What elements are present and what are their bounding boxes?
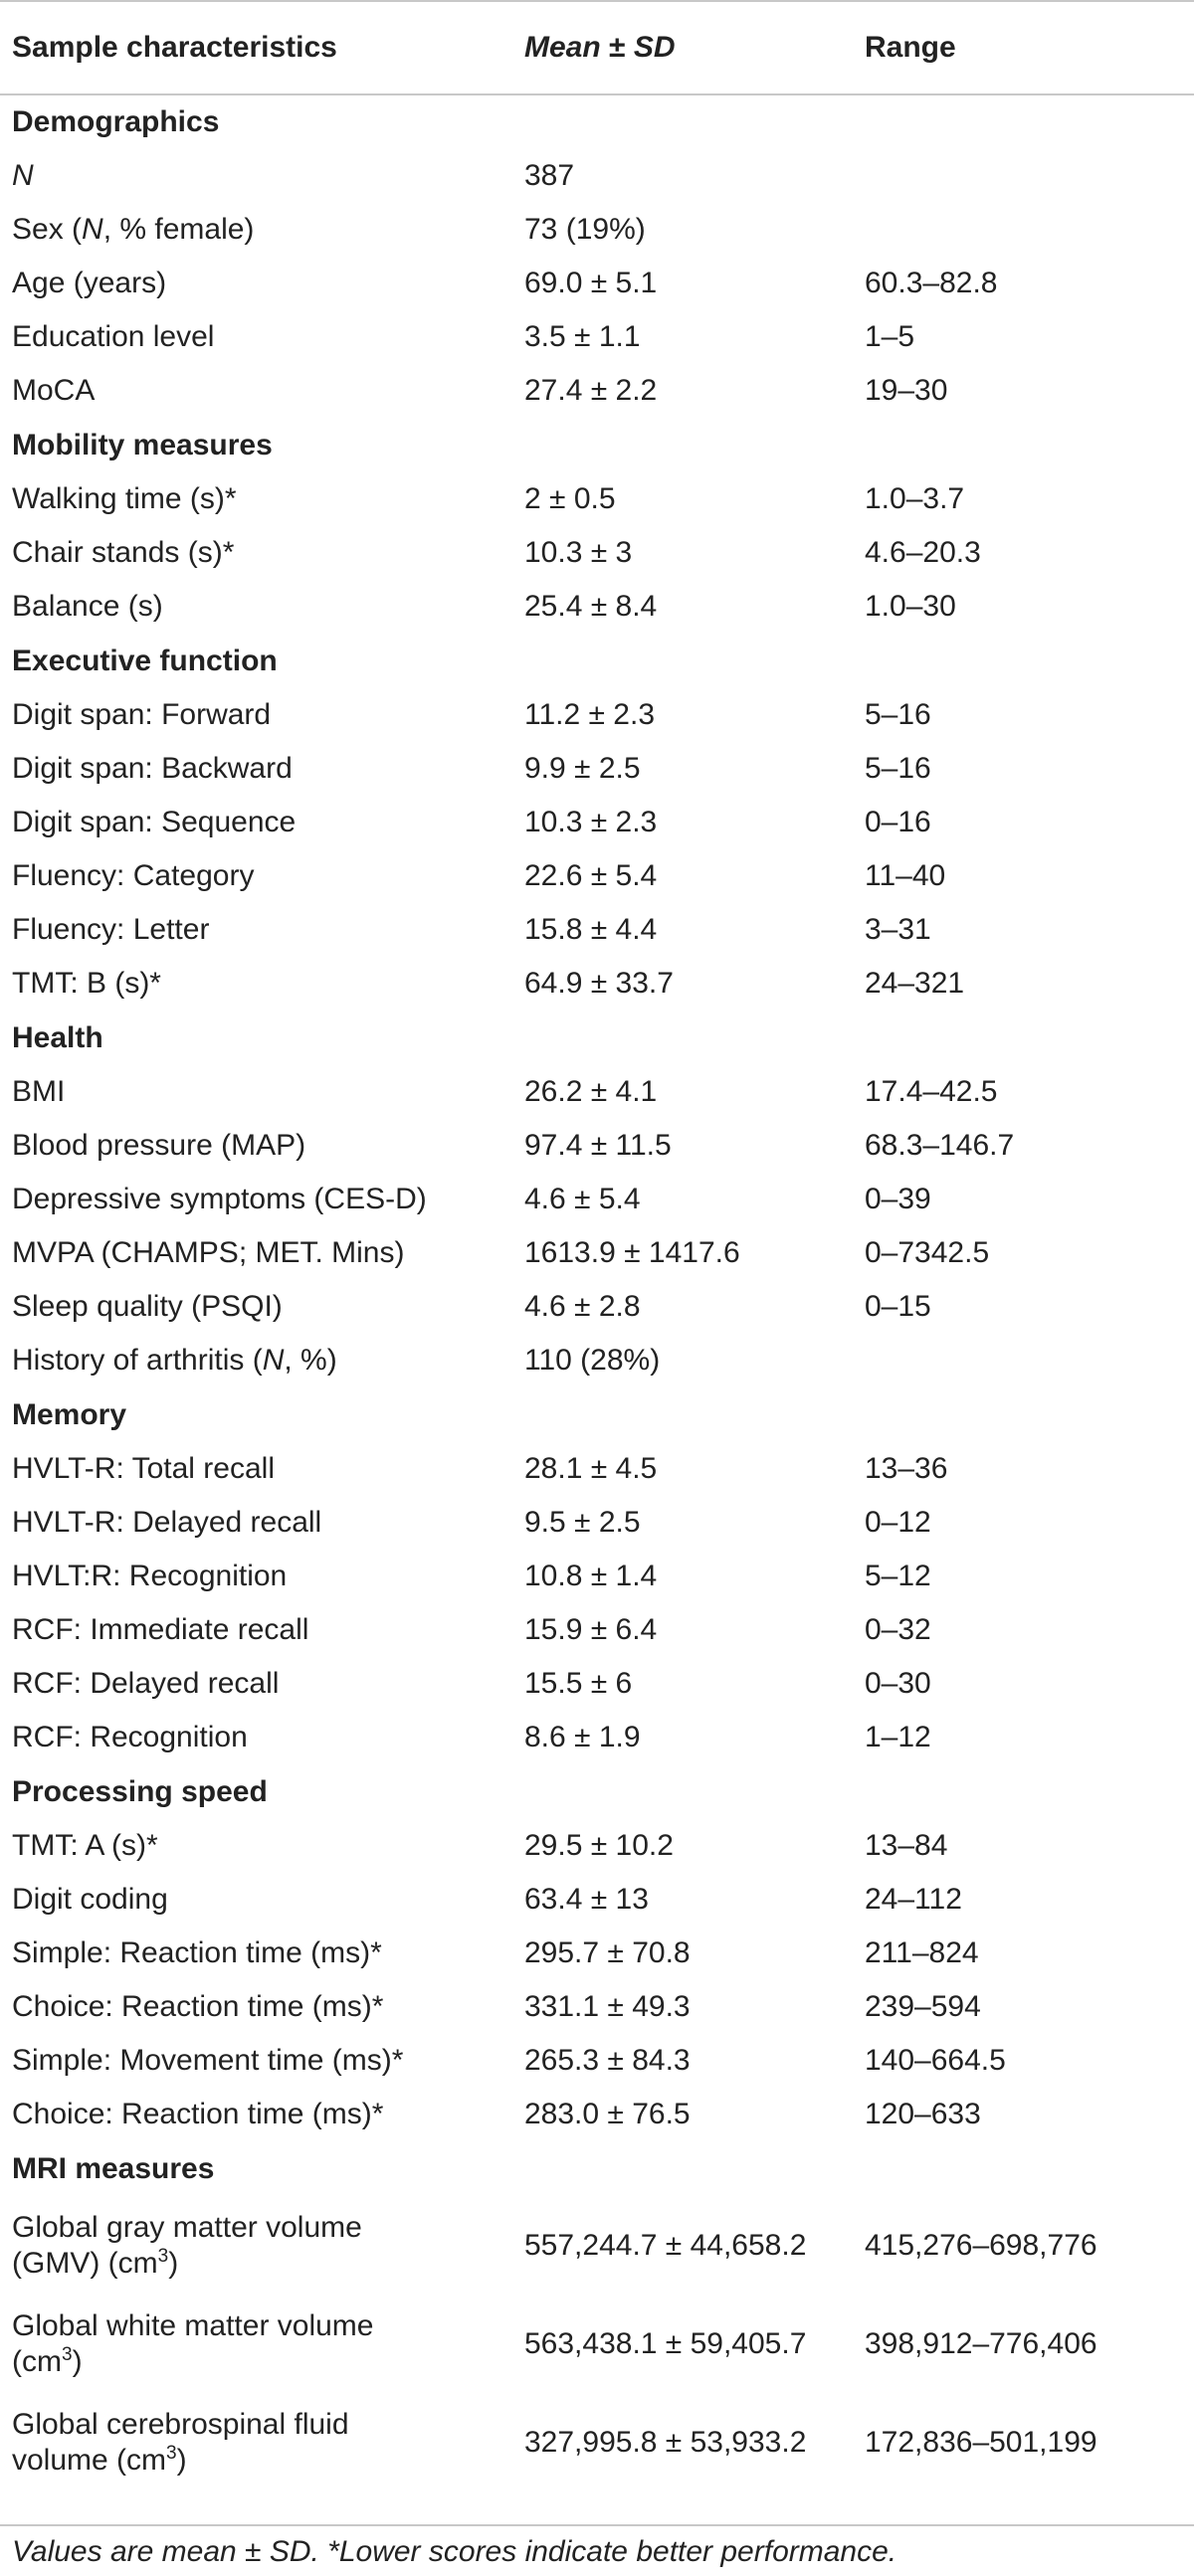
table-row [0, 149, 1194, 203]
section-title: Demographics [12, 105, 220, 138]
row-mean-sd: 4.6 ± 2.8 [524, 1290, 641, 1323]
table-header-row [0, 1, 1194, 94]
table-row [0, 2393, 1194, 2491]
row-range: 0–32 [865, 1613, 931, 1646]
row-range: 0–15 [865, 1290, 931, 1323]
table-row [0, 1819, 1194, 1873]
row-mean-sd: 295.7 ± 70.8 [524, 1936, 691, 1969]
row-label-line1: Global gray matter volume [12, 2210, 362, 2244]
row-label-line2: volume (cm [12, 2443, 167, 2477]
row-label [0, 203, 512, 257]
section-title: Executive function [12, 644, 278, 677]
row-label: Education level [12, 320, 215, 353]
table-row [0, 1980, 1194, 2034]
table-row [0, 1873, 1194, 1927]
row-range: 172,836–501,199 [865, 2425, 1097, 2459]
row-range: 24–321 [865, 967, 965, 1000]
row-mean-sd: 28.1 ± 4.5 [524, 1452, 658, 1485]
row-range: 1.0–30 [865, 590, 956, 623]
row-range: 5–16 [865, 698, 931, 731]
row-mean-sd: 10.8 ± 1.4 [524, 1560, 658, 1592]
row-label-line2: (cm [12, 2344, 62, 2378]
table-footnote: Values are mean ± SD. *Lower scores indicate better performance. [12, 2535, 897, 2568]
row-label: Simple: Movement time (ms)* [12, 2044, 404, 2077]
table-row [0, 1280, 1194, 1334]
row-range: 17.4–42.5 [865, 1075, 998, 1108]
row-range: 120–633 [865, 2098, 981, 2130]
row-label: Fluency: Letter [12, 913, 210, 946]
table-row [0, 1496, 1194, 1550]
row-range: 13–84 [865, 1829, 948, 1862]
row-label: Simple: Reaction time (ms)* [12, 1936, 382, 1969]
table-row [0, 1065, 1194, 1119]
table-row [0, 2088, 1194, 2141]
table-row [0, 688, 1194, 742]
row-mean-sd: 2 ± 0.5 [524, 482, 616, 515]
row-mean-sd: 8.6 ± 1.9 [524, 1721, 641, 1753]
row-mean-sd: 69.0 ± 5.1 [524, 267, 658, 299]
row-label: Depressive symptoms (CES-D) [12, 1183, 427, 1215]
section-title: MRI measures [12, 2151, 215, 2185]
row-label: MoCA [12, 374, 96, 407]
row-label-superscript: 3 [166, 2442, 177, 2464]
row-label: RCF: Delayed recall [12, 1667, 280, 1700]
row-label: Digit span: Sequence [12, 806, 297, 838]
row-label-superscript: 3 [61, 2343, 73, 2365]
table-row [0, 203, 1194, 257]
table-row [0, 742, 1194, 796]
table-row [0, 1711, 1194, 1764]
row-mean-sd: 557,244.7 ± 44,658.2 [524, 2228, 807, 2262]
row-label [0, 2295, 512, 2393]
row-range: 19–30 [865, 374, 948, 407]
footnote-divider [0, 2524, 1194, 2526]
row-label-line1: Global cerebrospinal fluid [12, 2407, 349, 2441]
table-row [0, 1226, 1194, 1280]
row-mean-sd: 9.5 ± 2.5 [524, 1506, 641, 1539]
table-body [0, 94, 1194, 2491]
row-range [853, 149, 1194, 203]
row-range: 211–824 [865, 1936, 979, 1969]
row-label: Sleep quality (PSQI) [12, 1290, 283, 1323]
row-mean-sd: 15.9 ± 6.4 [524, 1613, 658, 1646]
row-range: 0–16 [865, 806, 931, 838]
table-row [0, 364, 1194, 418]
row-label: Balance (s) [12, 590, 163, 623]
row-mean-sd: 10.3 ± 2.3 [524, 806, 658, 838]
header-range: Range [853, 1, 1194, 94]
row-mean-sd: 9.9 ± 2.5 [524, 752, 641, 785]
row-label: Digit coding [12, 1883, 168, 1916]
row-label-italic: N [12, 159, 34, 192]
row-mean-sd: 1613.9 ± 1417.6 [524, 1236, 740, 1269]
row-mean-sd: 331.1 ± 49.3 [524, 1990, 691, 2023]
row-label: Digit span: Backward [12, 752, 293, 785]
row-label: Chair stands (s)* [12, 536, 235, 569]
section-header-row [0, 1387, 1194, 1442]
row-label [0, 2196, 512, 2295]
table-row [0, 526, 1194, 580]
table-row [0, 1173, 1194, 1226]
table-row [0, 2196, 1194, 2295]
row-label: MVPA (CHAMPS; MET. Mins) [12, 1236, 405, 1269]
row-label: Age (years) [12, 267, 167, 299]
row-label-prefix: Sex ( [12, 213, 83, 246]
row-label: RCF: Immediate recall [12, 1613, 309, 1646]
row-label: Choice: Reaction time (ms)* [12, 2098, 384, 2130]
row-label: TMT: A (s)* [12, 1829, 158, 1862]
row-label-close: ) [72, 2344, 83, 2378]
section-title: Processing speed [12, 1774, 268, 1808]
section-title: Health [12, 1020, 103, 1054]
table-row [0, 1550, 1194, 1603]
table-row [0, 1334, 1194, 1387]
header-sd-label: SD [633, 31, 676, 64]
row-mean-sd: 27.4 ± 2.2 [524, 374, 658, 407]
table-row [0, 1927, 1194, 1980]
row-range: 68.3–146.7 [865, 1129, 1015, 1162]
row-mean-sd: 283.0 ± 76.5 [524, 2098, 691, 2130]
table-row [0, 849, 1194, 903]
row-range: 1–12 [865, 1721, 931, 1753]
table-row [0, 796, 1194, 849]
table-row [0, 1442, 1194, 1496]
section-header-row [0, 1011, 1194, 1065]
row-range: 11–40 [865, 859, 946, 892]
row-label-line1: Global white matter volume [12, 2308, 374, 2342]
row-range: 24–112 [865, 1883, 962, 1916]
row-label: HVLT-R: Delayed recall [12, 1506, 322, 1539]
row-range: 398,912–776,406 [865, 2326, 1097, 2360]
row-range: 415,276–698,776 [865, 2228, 1097, 2262]
header-sample-characteristics: Sample characteristics [0, 1, 512, 94]
row-label-prefix: History of arthritis ( [12, 1344, 263, 1377]
row-range [853, 203, 1194, 257]
row-range: 13–36 [865, 1452, 948, 1485]
row-range: 1.0–3.7 [865, 482, 965, 515]
row-mean-sd: 327,995.8 ± 53,933.2 [524, 2425, 807, 2459]
row-label: HVLT:R: Recognition [12, 1560, 288, 1592]
row-mean-sd: 10.3 ± 3 [524, 536, 633, 569]
row-range: 0–39 [865, 1183, 931, 1215]
row-mean-sd: 11.2 ± 2.3 [524, 698, 656, 731]
header-mean-label: Mean [524, 31, 601, 64]
row-range: 5–12 [865, 1560, 931, 1592]
row-label-italic: N [82, 213, 103, 246]
row-range: 0–12 [865, 1506, 931, 1539]
row-range: 140–664.5 [865, 2044, 1006, 2077]
row-label-suffix: , %) [284, 1344, 337, 1377]
row-label: HVLT-R: Total recall [12, 1452, 275, 1485]
row-label: Fluency: Category [12, 859, 255, 892]
row-label-suffix: , % female) [102, 213, 255, 246]
row-range [853, 1334, 1194, 1387]
section-title: Mobility measures [12, 428, 273, 461]
section-title: Memory [12, 1397, 127, 1431]
table-row [0, 1657, 1194, 1711]
row-label: Walking time (s)* [12, 482, 237, 515]
row-mean-sd: 25.4 ± 8.4 [524, 590, 658, 623]
row-label-superscript: 3 [157, 2245, 169, 2267]
table-row [0, 2034, 1194, 2088]
table-row [0, 580, 1194, 634]
row-mean-sd: 110 (28%) [524, 1344, 661, 1377]
row-mean-sd: 64.9 ± 33.7 [524, 967, 674, 1000]
row-mean-sd: 29.5 ± 10.2 [524, 1829, 674, 1862]
row-mean-sd: 63.4 ± 13 [524, 1883, 649, 1916]
row-mean-sd: 97.4 ± 11.5 [524, 1129, 672, 1162]
row-mean-sd: 22.6 ± 5.4 [524, 859, 658, 892]
row-label-close: ) [168, 2246, 179, 2280]
header-mean-sd [512, 1, 853, 94]
row-label-close: ) [176, 2443, 187, 2477]
row-label [0, 1334, 512, 1387]
table-row [0, 903, 1194, 957]
row-range: 0–7342.5 [865, 1236, 990, 1269]
row-mean-sd: 15.5 ± 6 [524, 1667, 633, 1700]
row-label-line2: (GMV) (cm [12, 2246, 158, 2280]
row-range: 5–16 [865, 752, 931, 785]
row-label [0, 149, 512, 203]
table-row [0, 957, 1194, 1011]
row-label: BMI [12, 1075, 66, 1108]
row-label: RCF: Recognition [12, 1721, 248, 1753]
table-row [0, 2295, 1194, 2393]
row-mean-sd: 26.2 ± 4.1 [524, 1075, 658, 1108]
row-range: 4.6–20.3 [865, 536, 981, 569]
row-mean-sd: 3.5 ± 1.1 [524, 320, 641, 353]
row-label: Digit span: Forward [12, 698, 272, 731]
section-header-row [0, 1764, 1194, 1819]
row-label [0, 2393, 512, 2491]
row-label: Choice: Reaction time (ms)* [12, 1990, 384, 2023]
row-range: 239–594 [865, 1990, 981, 2023]
table-row [0, 1603, 1194, 1657]
row-mean-sd: 4.6 ± 5.4 [524, 1183, 641, 1215]
row-mean-sd: 563,438.1 ± 59,405.7 [524, 2326, 807, 2360]
table-row [0, 310, 1194, 364]
table-row [0, 472, 1194, 526]
table-row [0, 1119, 1194, 1173]
row-label: Blood pressure (MAP) [12, 1129, 306, 1162]
section-header-row [0, 2141, 1194, 2196]
row-mean-sd: 387 [524, 159, 575, 192]
row-range: 3–31 [865, 913, 931, 946]
row-range: 60.3–82.8 [865, 267, 998, 299]
section-header-row [0, 418, 1194, 472]
table-row [0, 257, 1194, 310]
section-header-row [0, 634, 1194, 688]
row-mean-sd: 15.8 ± 4.4 [524, 913, 658, 946]
row-mean-sd: 73 (19%) [524, 213, 646, 246]
header-plusminus: ± [600, 31, 634, 64]
row-range: 0–30 [865, 1667, 931, 1700]
row-range: 1–5 [865, 320, 915, 353]
section-header-row [0, 94, 1194, 149]
row-mean-sd: 265.3 ± 84.3 [524, 2044, 691, 2077]
row-label: TMT: B (s)* [12, 967, 161, 1000]
row-label-italic: N [262, 1344, 285, 1377]
